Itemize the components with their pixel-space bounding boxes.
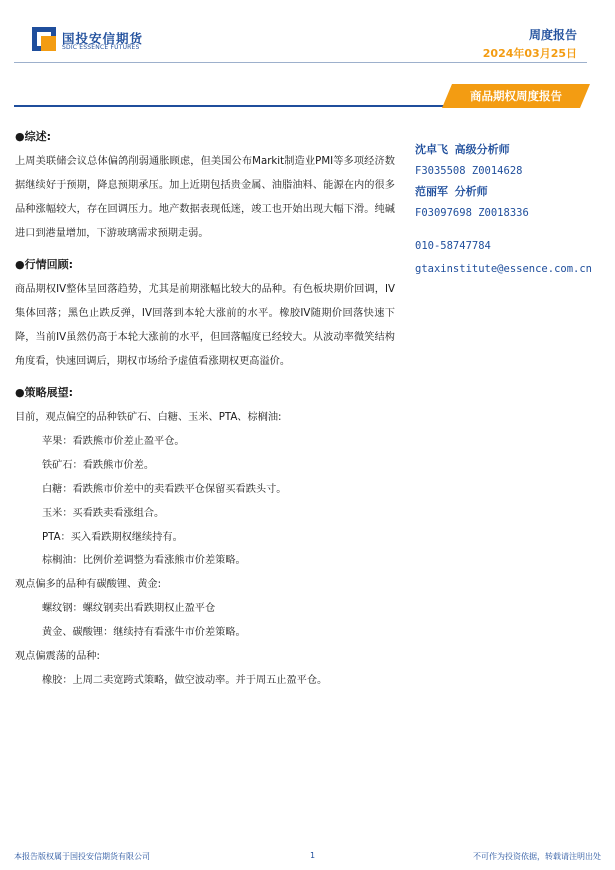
footer-disclaimer: 不可作为投资依据，转载请注明出处	[473, 852, 601, 861]
company-name-en: SDIC ESSENCE FUTURES	[62, 44, 140, 51]
header-divider	[14, 62, 587, 63]
strategy-line: 玉米：买看跌卖看涨组合。	[42, 507, 165, 519]
strategy-line: 铁矿石：看跌熊市价差。	[42, 459, 155, 471]
page-number: 1	[310, 851, 316, 860]
analyst-license: F03097698 Z0018336	[415, 207, 529, 219]
market-review-section	[15, 256, 395, 374]
banner-title: 商品期权周度报告	[470, 89, 562, 103]
report-title-banner	[442, 84, 590, 108]
report-body	[15, 128, 395, 693]
strategy-list	[15, 406, 395, 693]
strategy-line: PTA：买入看跌期权继续持有。	[42, 531, 183, 543]
strategy-line: 观点偏多的品种有碳酸锂、黄金:	[15, 579, 162, 591]
report-date: 2024年03月25日	[482, 47, 577, 60]
company-logo-icon	[32, 27, 56, 51]
footer-copyright: 本报告版权属于国投安信期货有限公司	[14, 852, 150, 861]
analyst-license: F3035508 Z0014628	[415, 165, 523, 177]
company-name-cn: 国投安信期货	[62, 31, 144, 46]
section-paragraph: 商品期权IV整体呈回落趋势，尤其是前期涨幅比较大的品种。有色板块期价回调，IV集体回落；黑色止跌反弹，IV回落到本轮大涨前的水平。橡胶IV随期价回落快速下降，当前IV虽然仍高于本轮大涨前的水平，但回落幅度已经较大。从波动率微笑结构角度看，快速回调后，期权市场给予虚值看涨期权更高溢价。	[15, 284, 395, 367]
analyst-name: 沈卓飞 高级分析师	[415, 143, 510, 156]
strategy-line: 螺纹钢：螺纹钢卖出看跌期权止盈平仓	[42, 603, 216, 615]
analyst-panel	[415, 139, 610, 281]
contact-phone: 010-58747784	[415, 240, 491, 252]
section-title: ●策略展望:	[15, 386, 73, 399]
strategy-line: 观点偏震荡的品种:	[15, 651, 100, 663]
strategy-line: 橡胶：上周二卖宽跨式策略，做空波动率。并于周五止盈平仓。	[42, 674, 328, 686]
section-title: ●行情回顾:	[15, 258, 73, 271]
strategy-line: 黄金、碳酸锂：继续持有看涨牛市价差策略。	[42, 627, 246, 639]
strategy-section	[15, 384, 395, 693]
strategy-line: 目前，观点偏空的品种铁矿石、白糖、玉米、PTA、棕榈油:	[15, 412, 282, 423]
section-title: ●综述:	[15, 130, 51, 143]
analyst-name: 范丽军 分析师	[415, 185, 488, 198]
section-divider	[14, 105, 452, 107]
summary-section	[15, 128, 395, 246]
strategy-line: 棕榈油：比例价差调整为看涨熊市价差策略。	[42, 555, 246, 567]
contact-email[interactable]: gtaxinstitute@essence.com.cn	[415, 263, 593, 275]
strategy-line: 白糖：看跌熊市价差中的卖看跌平仓保留买看跌头寸。	[42, 483, 287, 495]
report-type: 周度报告	[528, 28, 577, 42]
strategy-line: 苹果：看跌熊市价差止盈平仓。	[42, 435, 185, 447]
section-paragraph: 上周美联储会议总体偏鸽削弱通胀顾虑，但美国公布Markit制造业PMI等多项经济数据继续好于预期，降息预期承压。加上近期包括贵金属、油脂油料、能源在内的很多品种涨幅较大，存在回调压力。地产数据表现低迷，竣工也开始出现大幅下滑。纯碱进口到港量增加，下游玻璃需求预期走弱。	[15, 156, 395, 239]
